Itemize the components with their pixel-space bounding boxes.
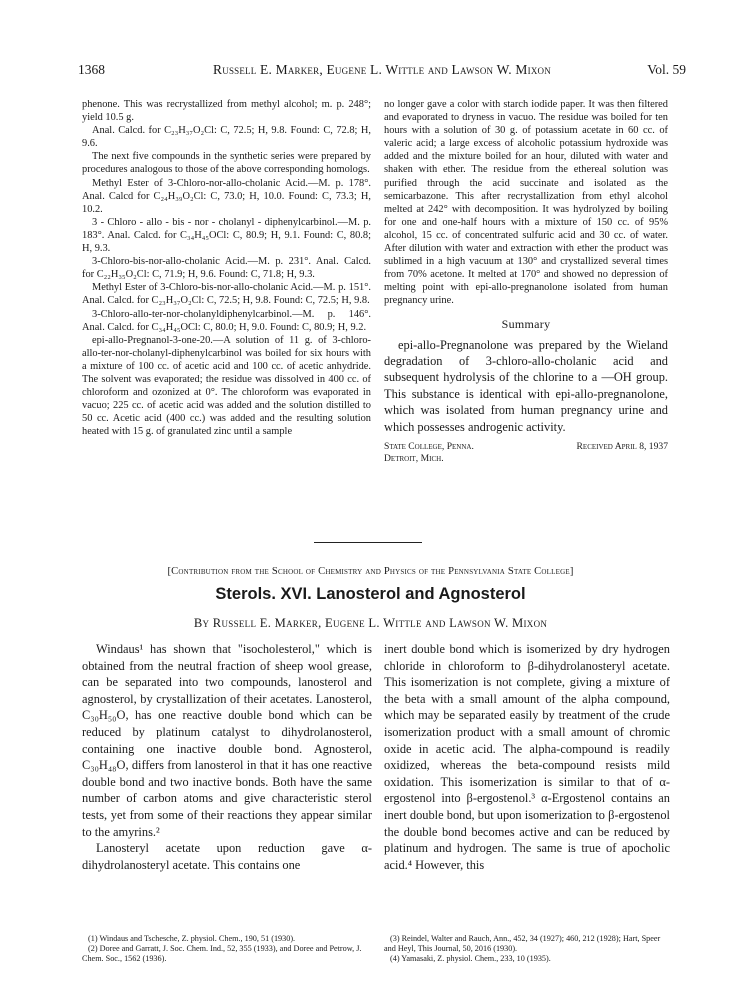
footnote: (1) Windaus and Tschesche, Z. physiol. Chem., 190, 51 (1930). — [88, 934, 296, 943]
footnote: (2) Doree and Garratt, J. Soc. Chem. Ind., 52, 355 (1933), and Doree and Petrow, J. Chem. Soc., 1562 (1936). — [82, 944, 362, 963]
article-right-column — [384, 641, 670, 873]
footnotes-right — [384, 934, 670, 964]
article-left-column — [82, 641, 372, 873]
footnote: (3) Reindel, Walter and Rauch, Ann., 452, 34 (1927); 460, 212 (1928); Hart, Speer and Heyl, This Journal, 50, 2016 (1930). — [384, 934, 661, 953]
summary-heading: Summary — [501, 316, 551, 331]
page-number: 1368 — [78, 62, 105, 77]
header-authors: Russell E. Marker, Eugene L. Wittle and Lawson W. Mixon — [213, 62, 551, 77]
paragraph: phenone. This was recrystallized from methyl alcohol; m. p. 248°; yield 10.5 g. — [82, 99, 371, 124]
paragraph: Lanosteryl acetate upon reduction gave α-dihydrolanosteryl acetate. This contains one — [82, 841, 372, 872]
running-header — [78, 62, 686, 80]
right-column — [384, 98, 668, 471]
article-byline: By Russell E. Marker, Eugene L. Wittle and Lawson W. Mixon — [193, 616, 548, 630]
paragraph: 3-Chloro-bis-nor-allo-cholanic Acid.—M. p. 231°. Anal. Calcd. for C₂₂H₃₅O₂Cl: C, 71.9; H, 9.6. Found: C, 71.8; H, 9.3. — [82, 256, 371, 281]
paragraph: inert double bond which is isomerized by dry hydrogen chloride in chloroform to β-dihydrolanosteryl acetate. This isomerization is not complete, giving a mixture of the beta with a small amount of the alpha compound, which may be separated easily by treatment of the crude isomerization product with a small amount of chromic oxide in acetic acid. The alpha-compound is readily oxidized, whereas the beta-compound resists mild oxidation. This isomerization is similar to that of α-ergostenol into β-ergostenol.³ α-Ergostenol contains an inert double bond, but upon isomerization to β-ergostenol the double bond becomes active and can be reduced by platinum and hydrogen. The same is true of apocholic acid.⁴ However, this — [384, 642, 670, 872]
left-column — [82, 98, 371, 438]
paragraph: epi-allo-Pregnanol-3-one-20.—A solution of 11 g. of 3-chloro-allo-ter-nor-cholanyl-diphenylcarbinol was boiled for six hours with a mixture of 100 cc. of acetic acid and 100 cc. of acetic anhydride. The solvent was evaporated; the residue was dissolved in 400 cc. of chloroform and ozonized at 0°. The chloroform was evaporated in vacuo; 225 cc. of acetic acid was added and the solution distilled to 50 cc. Acetic acid (400 cc.) was added and the resulting solution heated with 15 g. of granulated zinc until a sample — [82, 334, 371, 438]
paragraph: 3 - Chloro - allo - bis - nor - cholanyl - diphenylcarbinol.—M. p. 183°. Anal. Calcd. for C₃₄H₄₅OCl: C, 80.9; H, 9.1. Found: C, 80.8; H, 9.3. — [82, 216, 371, 255]
article-title: Sterols. XVI. Lanosterol and Agnosterol — [215, 585, 526, 603]
paragraph: The next five compounds in the synthetic series were prepared by procedures analogous to those of the above corresponding homologs. — [82, 151, 371, 176]
footnotes-left — [82, 934, 372, 964]
location-1: State College, Penna. — [384, 441, 474, 453]
paragraph: Methyl Ester of 3-Chloro-bis-nor-allo-cholanic Acid.—M. p. 151°. Anal. Calcd. for C₂₃H₃₇O₂Cl: C, 72.5; H, 9.8. Found: C, 72.5; H, 9.8. — [82, 282, 371, 307]
paragraph: Windaus¹ has shown that "isocholesterol," which is obtained from the neutral fraction of sheep wool grease, can be separated into two compounds, lanosterol and agnosterol, by crystallization of their acetates. Lanosterol, C₃₀H₅₀O, has one reactive double bond which can be reduced by platinum catalyst to dihydrolanosterol, containing one inactive double bond. Agnosterol, C₃₀H₄₈O, differs from lanosterol in that it has one reactive double bond and two inactive bonds. Both have the same number of carbon atoms and give characteristic sterol tests, yet from some of their reactions they appear similar to the amyrins.² — [82, 642, 372, 839]
location-2: Detroit, Mich. — [384, 453, 444, 465]
section-divider — [314, 542, 422, 543]
footnote: (4) Yamasaki, Z. physiol. Chem., 233, 10 (1935). — [390, 954, 551, 963]
paragraph: 3-Chloro-allo-ter-nor-cholanyldiphenylcarbinol.—M. p. 146°. Anal. Calcd. for C₃₄H₄₅OCl: C, 80.0; H, 9.0. Found: C, 80.9; H, 9.2. — [82, 308, 371, 333]
received-date: Received April 8, 1937 — [576, 441, 668, 453]
contribution-line: [Contribution from the School of Chemistry and Physics of the Pennsylvania State College] — [167, 566, 574, 577]
affiliation-block — [384, 441, 668, 471]
volume-label: Vol. 59 — [647, 62, 686, 77]
paragraph: Anal. Calcd. for C₂₃H₃₇O₂Cl: C, 72.5; H, 9.8. Found: C, 72.8; H, 9.6. — [82, 125, 371, 150]
summary-text: epi-allo-Pregnanolone was prepared by the Wieland degradation of 3-chloro-allo-cholanic acid and subsequent hydrolysis of the chlorine to a —OH group. This substance is identical with epi-allo-pregnanolone, which was isolated from human pregnancy urine and which possesses androgenic activity. — [384, 337, 668, 434]
paragraph: Methyl Ester of 3-Chloro-nor-allo-cholanic Acid.—M. p. 178°. Anal. Calcd for C₂₄H₃₉O₂Cl: C, 73.0; H, 10.0. Found: C, 73.3; H, 10.2. — [82, 177, 371, 215]
paragraph: no longer gave a color with starch iodide paper. It was then filtered and evaporated to dryness in vacuo. The residue was boiled for ten hours with a solution of 30 g. of potassium acetate in 60 cc. of valeric acid; a large excess of alcoholic potassium hydroxide was added and the mixture boiled for an hour, diluted with water and shaken with ether. The residue from the ethereal solution was purified through the acid succinate and isolated as the semicarbazone. This after recrystallization from ethyl alcohol melted at 242° with decomposition. It was hydrolyzed by boiling for one and one-half hours with a mixture of 150 cc. of 95% alcohol, 15 cc. of concentrated sulfuric acid and 30 cc. of water. After dilution with water and extraction with ether the product was sublimed in a high vacuum at 130° and crystallized several times from 70% acetone. It melted at 170° and showed no depression of melting point with epi-allo-pregnanolone isolated from human pregnancy urine. — [384, 99, 668, 307]
